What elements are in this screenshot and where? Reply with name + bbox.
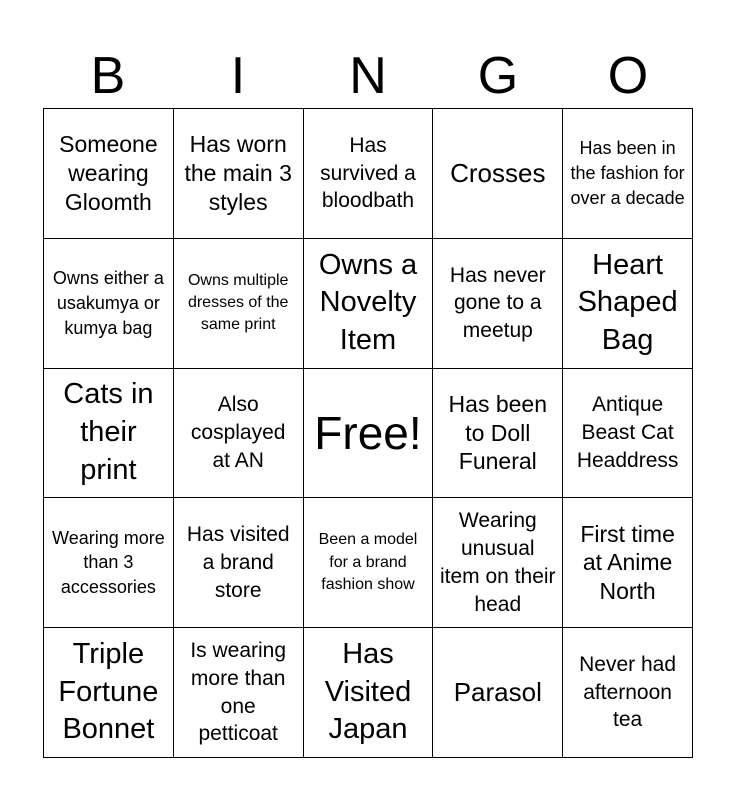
bingo-cell[interactable]: Owns a Novelty Item xyxy=(304,239,434,369)
bingo-cell[interactable]: Parasol xyxy=(433,628,563,758)
header-letter-i: I xyxy=(230,47,246,105)
header-letter-n: N xyxy=(349,47,387,105)
header-letter-b: B xyxy=(90,47,126,105)
bingo-cell-free[interactable]: Free! xyxy=(304,369,434,499)
bingo-cell[interactable]: Been a model for a brand fashion show xyxy=(304,498,434,628)
bingo-cell[interactable]: Crosses xyxy=(433,109,563,239)
bingo-cell[interactable]: Has visited a brand store xyxy=(174,498,304,628)
bingo-cell[interactable]: Wearing more than 3 accessories xyxy=(44,498,174,628)
bingo-cell[interactable]: Has been in the fashion for over a decade xyxy=(563,109,693,239)
bingo-cell[interactable]: Has been to Doll Funeral xyxy=(433,369,563,499)
header-letter-g: G xyxy=(477,47,519,105)
bingo-cell[interactable]: Is wearing more than one petticoat xyxy=(174,628,304,758)
bingo-board xyxy=(43,108,693,758)
bingo-cell[interactable]: Someone wearing Gloomth xyxy=(44,109,174,239)
bingo-cell[interactable]: Has Visited Japan xyxy=(304,628,434,758)
bingo-cell[interactable]: Owns multiple dresses of the same print xyxy=(174,239,304,369)
bingo-cell[interactable]: Cats in their print xyxy=(44,369,174,499)
bingo-cell[interactable]: Owns either a usakumya or kumya bag xyxy=(44,239,174,369)
bingo-cell[interactable]: Has never gone to a meetup xyxy=(433,239,563,369)
bingo-cell[interactable]: Heart Shaped Bag xyxy=(563,239,693,369)
bingo-cell[interactable]: Wearing unusual item on their head xyxy=(433,498,563,628)
header-letter-o: O xyxy=(607,47,649,105)
bingo-cell[interactable]: Antique Beast Cat Headdress xyxy=(563,369,693,499)
bingo-cell[interactable]: Triple Fortune Bonnet xyxy=(44,628,174,758)
bingo-cell[interactable]: First time at Anime North xyxy=(563,498,693,628)
bingo-header xyxy=(43,44,693,108)
bingo-cell[interactable]: Also cosplayed at AN xyxy=(174,369,304,499)
bingo-cell[interactable]: Never had afternoon tea xyxy=(563,628,693,758)
bingo-cell[interactable]: Has worn the main 3 styles xyxy=(174,109,304,239)
bingo-cell[interactable]: Has survived a bloodbath xyxy=(304,109,434,239)
